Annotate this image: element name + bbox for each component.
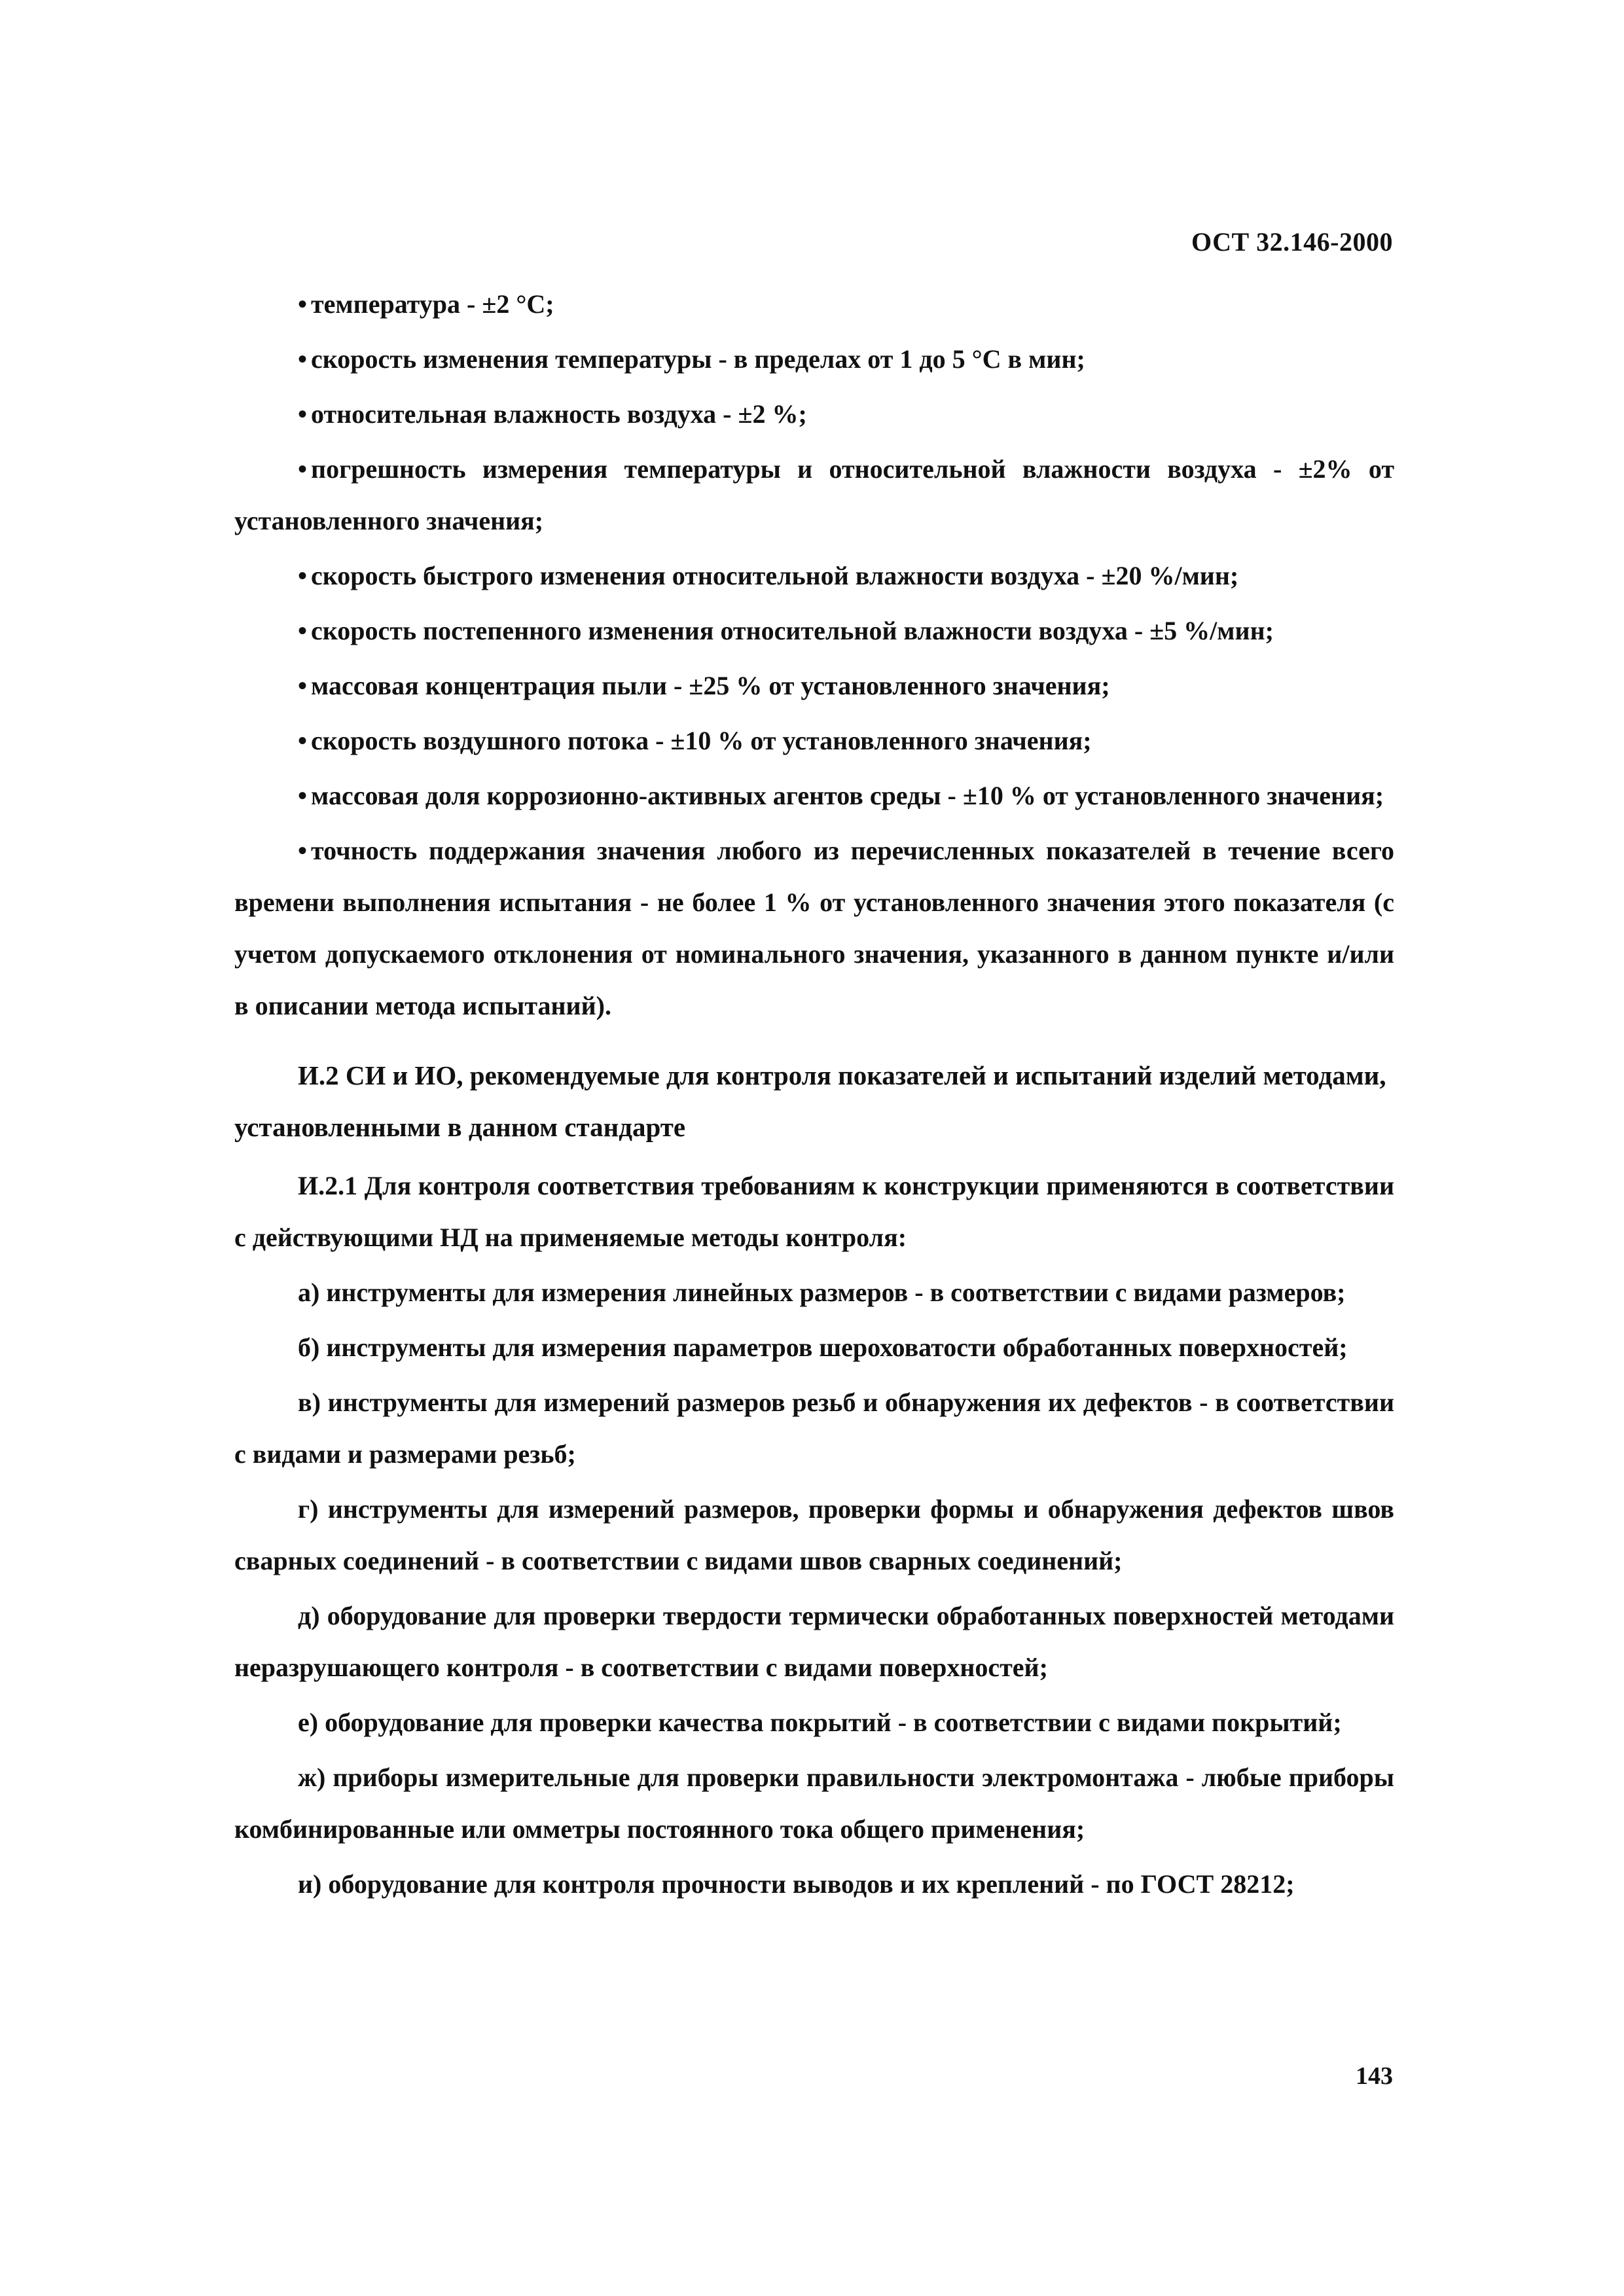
- list-item: г) инструменты для измерений размеров, проверки формы и обнаружения дефектов швов сварных соединений - в соответствии с видами швов сварных соединений;: [234, 1494, 1394, 1575]
- list-item: и) оборудование для контроля прочности выводов и их креплений - по ГОСТ 28212;: [298, 1869, 1295, 1899]
- list-item: б) инструменты для измерения параметров шероховатости обработанных поверхностей;: [298, 1333, 1348, 1362]
- bullet-item: • массовая доля коррозионно-активных агентов среды - ±10 % от установленного значения;: [234, 770, 1394, 821]
- page-body: [234, 278, 1394, 1913]
- page-number: 143: [1356, 2062, 1393, 2090]
- list-item: в) инструменты для измерений размеров резьб и обнаружения их дефектов - в соответствии с видами и размерами резьб;: [234, 1388, 1394, 1469]
- list-item: д) оборудование для проверки твердости термически обработанных поверхностей методами неразрушающего контроля - в соответствии с видами поверхностей;: [234, 1601, 1394, 1682]
- list-item: ж) приборы измерительные для проверки правильности электромонтажа - любые приборы комбинированные или омметры постоянного тока общего применения;: [234, 1763, 1394, 1844]
- section-intro: И.2.1 Для контроля соответствия требованиям к конструкции применяются в соответствии с действующими НД на применяемые методы контроля:: [234, 1171, 1394, 1252]
- bullet-item: • относительная влажность воздуха - ±2 %;: [234, 388, 1394, 440]
- bullet-item: • скорость быстрого изменения относительной влажности воздуха - ±20 %/мин;: [234, 550, 1394, 601]
- list-item: а) инструменты для измерения линейных размеров - в соответствии с видами размеров;: [298, 1278, 1346, 1307]
- bullet-item: • температура - ±2 °С;: [234, 278, 1394, 330]
- section-heading: И.2 СИ и ИО, рекомендуемые для контроля показателей и испытаний изделий методами, установленными в данном стандарте: [234, 1060, 1386, 1142]
- list-item: е) оборудование для проверки качества покрытий - в соответствии с видами покрытий;: [298, 1708, 1342, 1737]
- bullet-item: • скорость изменения температуры - в пределах от 1 до 5 °С в мин;: [234, 333, 1394, 385]
- bullet-item: • скорость постепенного изменения относительной влажности воздуха - ±5 %/мин;: [234, 605, 1394, 656]
- document-code: ОСТ 32.146-2000: [1191, 227, 1393, 257]
- bullet-item: • скорость воздушного потока - ±10 % от установленного значения;: [234, 715, 1394, 766]
- bullet-item: • точность поддержания значения любого из перечисленных показателей в течение всего времени выполнения испытания - не более 1 % от установленного значения этого показателя (с учетом допускаемого отклонения от номинального значения, указанного в данном пункте и/или в описании метода испытаний).: [234, 825, 1394, 1031]
- bullet-item: • массовая концентрация пыли - ±25 % от установленного значения;: [234, 660, 1394, 711]
- bullet-item: • погрешность измерения температуры и относительной влажности воздуха - ±2% от установленного значения;: [234, 443, 1394, 547]
